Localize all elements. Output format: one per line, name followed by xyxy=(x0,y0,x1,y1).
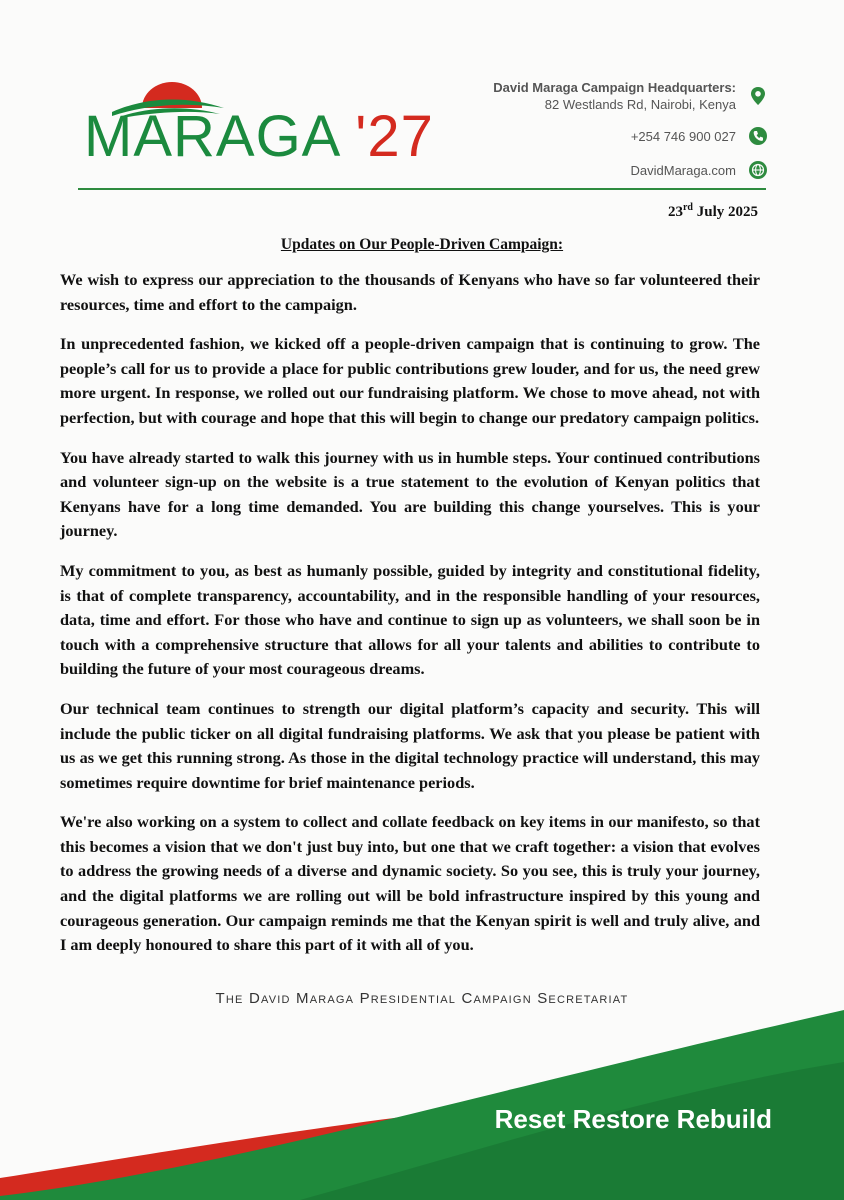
date-suffix: rd xyxy=(682,202,693,213)
header-divider xyxy=(78,188,766,190)
website-link[interactable]: DavidMaraga.com xyxy=(630,162,736,178)
letter-body xyxy=(60,268,760,973)
paragraph: We're also working on a system to collect and collate feedback on key items in our manifesto, so that this becomes a vision that we don't just buy into, but one that we craft together: a vision that evolves to address the growing needs of a diverse and dynamic society. So you see, this is truly your journey, and the digital platforms we are rolling out will be bold infrastructure inspired by this young and courageous generation. Our campaign reminds me that the Kenyan spirit is well and truly alive, and I am deeply honoured to share this part of it with all of you. xyxy=(60,812,760,955)
phone-number[interactable]: +254 746 900 027 xyxy=(630,128,736,144)
letter-date xyxy=(668,202,758,221)
letter-title: Updates on Our People-Driven Campaign: xyxy=(280,236,564,253)
hq-title: David Maraga Campaign Headquarters: xyxy=(493,80,736,95)
phone-icon xyxy=(748,126,768,146)
contact-block xyxy=(438,80,768,180)
paragraph: You have already started to walk this journey with us in humble steps. Your continued contributions and volunteer sign-up on the website is a true statement to the evolution of Kenyan politics that Kenyans have for a long time demanded. You are building this change yourselves. This is your journey. xyxy=(60,447,760,541)
paragraph: We wish to express our appreciation to the thousands of Kenyans who have so far volunteered their resources, time and effort to the campaign. xyxy=(60,270,760,314)
location-pin-icon xyxy=(748,86,768,106)
paragraph: My commitment to you, as best as humanly possible, guided by integrity and constitutional fidelity, is that of complete transparency, accountability, and in the responsible handling of your resources, data, time and effort. For those who have and continue to sign up as volunteers, we shall soon be in touch with a comprehensive structure that allows for all your talents and abilities to contribute to building the future of your most courageous dreams. xyxy=(60,560,760,679)
hq-address: 82 Westlands Rd, Nairobi, Kenya xyxy=(544,97,736,112)
contact-phone-row xyxy=(438,126,768,146)
logo-year: '27 xyxy=(355,104,434,169)
footer-swoosh xyxy=(0,1000,844,1200)
campaign-logo xyxy=(78,78,434,178)
contact-address-row xyxy=(438,80,768,112)
signature-line: The David Maraga Presidential Campaign Secretariat xyxy=(215,990,629,1007)
logo-name: MARAGA xyxy=(84,104,339,169)
paragraph: Our technical team continues to strength our digital platform’s capacity and security. This will include the public ticker on all digital fundraising platforms. We ask that you please be patient with us as we get this running strong. As those in the digital technology practice will understand, this may sometimes require downtime for brief maintenance periods. xyxy=(60,698,760,792)
globe-icon xyxy=(748,160,768,180)
logo-wordmark xyxy=(84,104,434,169)
date-month-year: July 2025 xyxy=(692,204,758,220)
date-day: 23 xyxy=(667,204,683,220)
paragraph: In unprecedented fashion, we kicked off a people-driven campaign that is continuing to grow. The people’s call for us to provide a place for public contributions grew louder, and for us, the need grew more urgent. In response, we rolled out our fundraising platform. We chose to move ahead, not with perfection, but with courage and hope that this will begin to change our predatory campaign politics. xyxy=(60,334,760,427)
campaign-slogan: Reset Restore Rebuild xyxy=(494,1104,772,1134)
contact-website-row xyxy=(438,160,768,180)
